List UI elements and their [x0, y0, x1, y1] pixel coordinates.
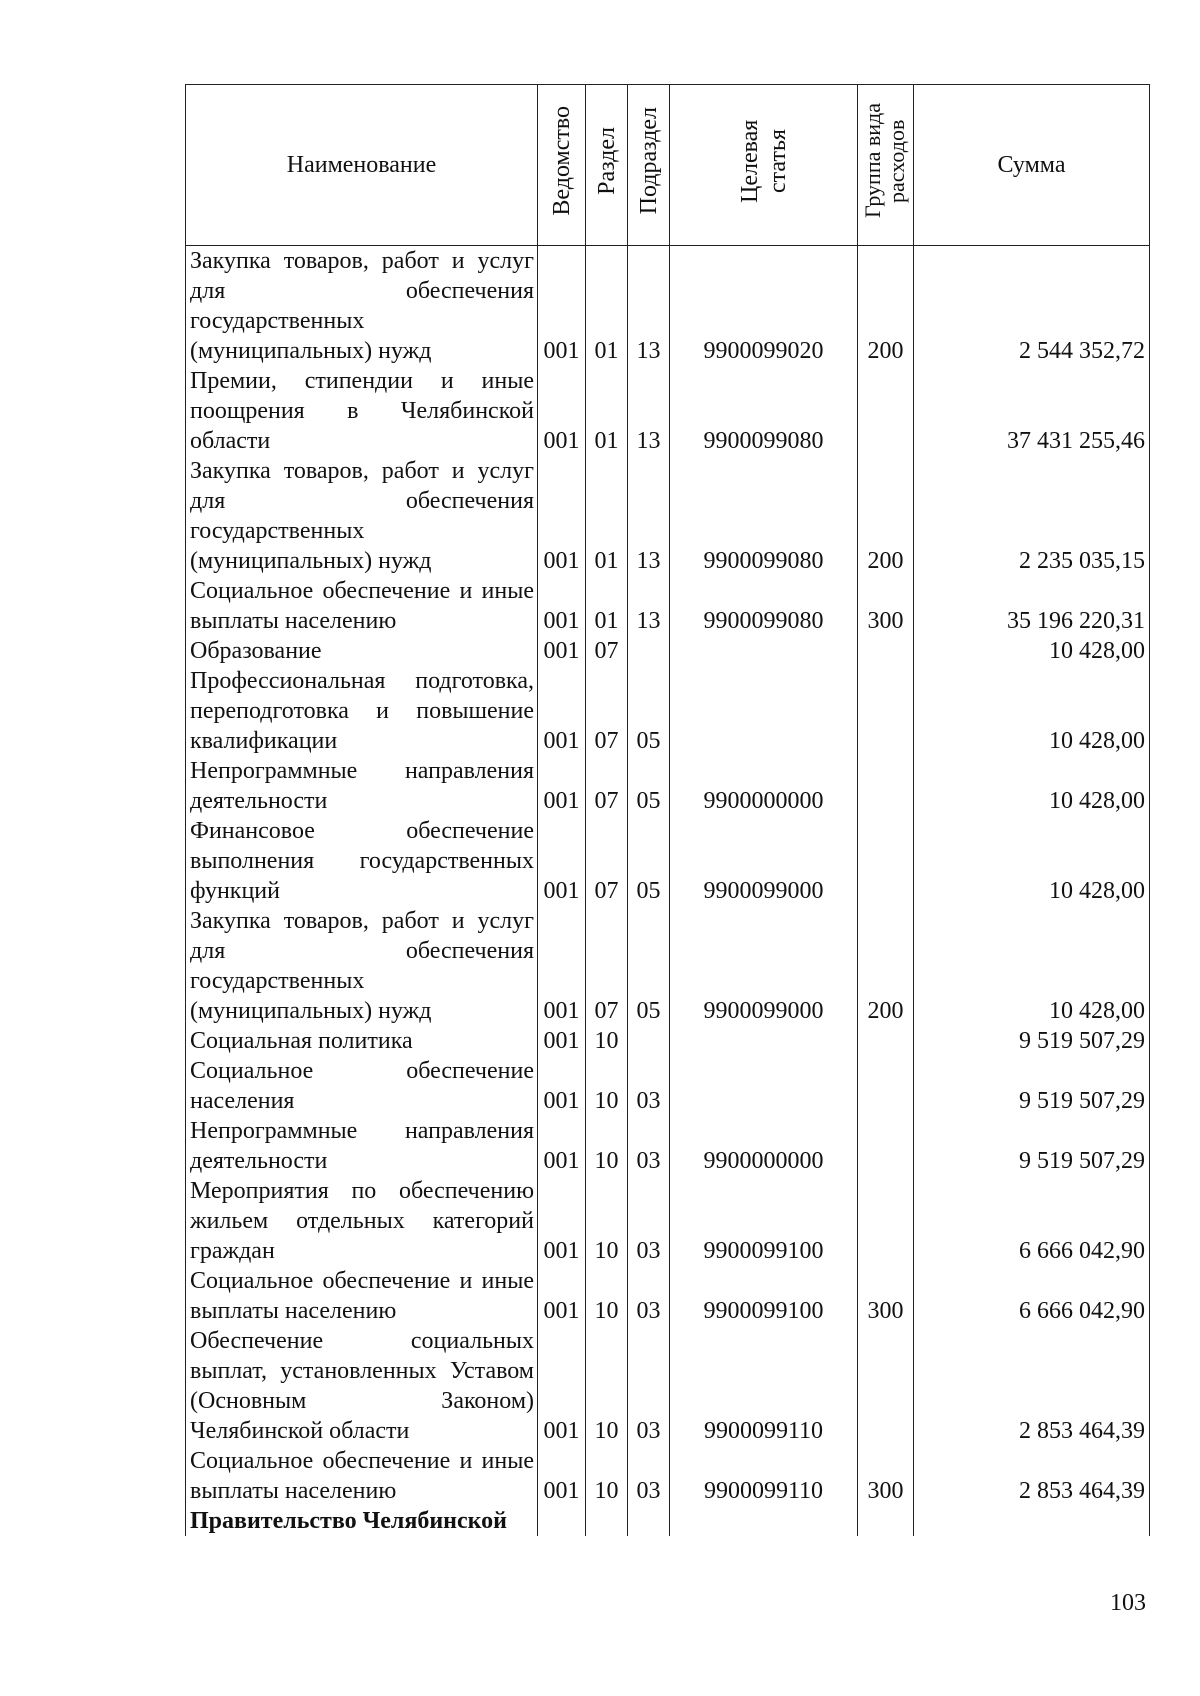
header-name: Наименование — [186, 85, 538, 246]
table-row — [186, 1326, 1150, 1446]
cell-ved: 001 — [538, 636, 586, 666]
cell-name: Мероприятия по обеспечению жильем отдельных категорий граждан — [186, 1176, 538, 1266]
table-row — [186, 906, 1150, 1026]
cell-cel: 9900000000 — [670, 756, 858, 816]
cell-name: Социальное обеспечение и иные выплаты населению — [186, 1266, 538, 1326]
cell-raz: 07 — [586, 906, 628, 1026]
cell-grp — [858, 756, 914, 816]
table-row — [186, 1446, 1150, 1506]
cell-grp — [858, 1026, 914, 1056]
cell-cel: 9900099000 — [670, 906, 858, 1026]
cell-raz: 07 — [586, 756, 628, 816]
cell-sum: 35 196 220,31 — [914, 576, 1150, 636]
table-row — [186, 576, 1150, 636]
cell-sum: 10 428,00 — [914, 906, 1150, 1026]
cell-name: Закупка товаров, работ и услуг для обеспечения государственных (муниципальных) нужд — [186, 246, 538, 367]
cell-grp: 200 — [858, 246, 914, 367]
cell-sum: 10 428,00 — [914, 756, 1150, 816]
cell-raz: 10 — [586, 1116, 628, 1176]
cell-pod: 05 — [628, 816, 670, 906]
table-row — [186, 756, 1150, 816]
cell-sum: 9 519 507,29 — [914, 1056, 1150, 1116]
cell-raz: 10 — [586, 1266, 628, 1326]
cell-sum: 2 853 464,39 — [914, 1446, 1150, 1506]
cell-raz: 10 — [586, 1176, 628, 1266]
cell-ved: 001 — [538, 1176, 586, 1266]
cell-ved: 001 — [538, 1026, 586, 1056]
cell-sum: 10 428,00 — [914, 666, 1150, 756]
cell-grp: 200 — [858, 906, 914, 1026]
cell-raz: 10 — [586, 1446, 628, 1506]
cell-grp — [858, 1116, 914, 1176]
table-row — [186, 1266, 1150, 1326]
cell-cel: 9900099080 — [670, 456, 858, 576]
page-number: 103 — [1110, 1590, 1146, 1616]
cell-ved: 001 — [538, 1116, 586, 1176]
cell-raz: 10 — [586, 1056, 628, 1116]
cell-grp — [858, 636, 914, 666]
cell-grp: 300 — [858, 1446, 914, 1506]
cell-pod: 13 — [628, 366, 670, 456]
cell-grp: 300 — [858, 1266, 914, 1326]
cell-name: Закупка товаров, работ и услуг для обеспечения государственных (муниципальных) нужд — [186, 456, 538, 576]
table-row — [186, 246, 1150, 367]
table-row — [186, 1116, 1150, 1176]
cell-ved: 001 — [538, 1446, 586, 1506]
table-row — [186, 636, 1150, 666]
cell-name: Профессиональная подготовка, переподготовка и повышение квалификации — [186, 666, 538, 756]
cell-cel: 9900099020 — [670, 246, 858, 367]
table-row — [186, 666, 1150, 756]
cell-sum: 2 544 352,72 — [914, 246, 1150, 367]
header-celevaya: Целевая статья — [670, 85, 858, 246]
cell-grp — [858, 1506, 914, 1536]
budget-table — [185, 84, 1150, 1536]
cell-name: Правительство Челябинской — [186, 1506, 538, 1536]
cell-sum: 9 519 507,29 — [914, 1026, 1150, 1056]
cell-ved: 001 — [538, 456, 586, 576]
cell-raz: 01 — [586, 456, 628, 576]
cell-pod: 05 — [628, 666, 670, 756]
table-row — [186, 1176, 1150, 1266]
header-vedomstvo: Ведомство — [538, 85, 586, 246]
cell-cel — [670, 1506, 858, 1536]
cell-sum: 10 428,00 — [914, 636, 1150, 666]
cell-grp — [858, 816, 914, 906]
cell-pod: 03 — [628, 1326, 670, 1446]
cell-pod: 03 — [628, 1446, 670, 1506]
cell-raz: 10 — [586, 1026, 628, 1056]
cell-name: Социальное обеспечение и иные выплаты населению — [186, 576, 538, 636]
cell-cel: 9900099100 — [670, 1266, 858, 1326]
cell-name: Премии, стипендии и иные поощрения в Челябинской области — [186, 366, 538, 456]
table-row — [186, 456, 1150, 576]
cell-name: Непрограммные направления деятельности — [186, 1116, 538, 1176]
cell-sum: 9 519 507,29 — [914, 1116, 1150, 1176]
cell-name: Обеспечение социальных выплат, установленных Уставом (Основным Законом) Челябинской области — [186, 1326, 538, 1446]
cell-cel: 9900000000 — [670, 1116, 858, 1176]
cell-name: Непрограммные направления деятельности — [186, 756, 538, 816]
header-razdel: Раздел — [586, 85, 628, 246]
cell-pod: 03 — [628, 1056, 670, 1116]
cell-cel: 9900099000 — [670, 816, 858, 906]
cell-sum: 2 853 464,39 — [914, 1326, 1150, 1446]
cell-pod: 03 — [628, 1176, 670, 1266]
cell-name: Социальная политика — [186, 1026, 538, 1056]
cell-sum: 2 235 035,15 — [914, 456, 1150, 576]
cell-sum — [914, 1506, 1150, 1536]
table-body — [186, 246, 1150, 1537]
cell-sum: 6 666 042,90 — [914, 1176, 1150, 1266]
cell-name: Образование — [186, 636, 538, 666]
cell-name: Финансовое обеспечение выполнения государственных функций — [186, 816, 538, 906]
cell-ved: 001 — [538, 576, 586, 636]
cell-grp — [858, 1176, 914, 1266]
cell-grp — [858, 666, 914, 756]
cell-cel — [670, 1026, 858, 1056]
cell-ved: 001 — [538, 1326, 586, 1446]
cell-sum: 10 428,00 — [914, 816, 1150, 906]
cell-pod — [628, 1506, 670, 1536]
cell-cel — [670, 636, 858, 666]
cell-name: Социальное обеспечение и иные выплаты населению — [186, 1446, 538, 1506]
cell-pod: 13 — [628, 456, 670, 576]
cell-pod: 05 — [628, 906, 670, 1026]
cell-pod — [628, 636, 670, 666]
cell-raz: 07 — [586, 666, 628, 756]
cell-pod: 13 — [628, 246, 670, 367]
header-summa: Сумма — [914, 85, 1150, 246]
cell-grp: 200 — [858, 456, 914, 576]
cell-pod: 03 — [628, 1266, 670, 1326]
cell-ved: 001 — [538, 1056, 586, 1116]
cell-cel: 9900099100 — [670, 1176, 858, 1266]
table-header — [186, 85, 1150, 246]
cell-raz: 01 — [586, 366, 628, 456]
cell-raz: 07 — [586, 816, 628, 906]
cell-cel — [670, 1056, 858, 1116]
cell-ved — [538, 1506, 586, 1536]
cell-ved: 001 — [538, 816, 586, 906]
cell-ved: 001 — [538, 1266, 586, 1326]
cell-raz: 10 — [586, 1326, 628, 1446]
cell-grp: 300 — [858, 576, 914, 636]
cell-raz — [586, 1506, 628, 1536]
cell-raz: 01 — [586, 576, 628, 636]
cell-pod: 05 — [628, 756, 670, 816]
table-row — [186, 1026, 1150, 1056]
header-gruppa: Группа вида расходов — [858, 85, 914, 246]
cell-cel: 9900099110 — [670, 1446, 858, 1506]
cell-pod: 03 — [628, 1116, 670, 1176]
table-row — [186, 366, 1150, 456]
cell-grp — [858, 1056, 914, 1116]
cell-ved: 001 — [538, 756, 586, 816]
cell-pod — [628, 1026, 670, 1056]
cell-ved: 001 — [538, 906, 586, 1026]
cell-cel: 9900099080 — [670, 576, 858, 636]
cell-raz: 07 — [586, 636, 628, 666]
cell-ved: 001 — [538, 246, 586, 367]
cell-cel: 9900099110 — [670, 1326, 858, 1446]
header-podrazdel: Подраздел — [628, 85, 670, 246]
cell-sum: 6 666 042,90 — [914, 1266, 1150, 1326]
table-row — [186, 1506, 1150, 1536]
cell-grp — [858, 366, 914, 456]
table-row — [186, 816, 1150, 906]
cell-cel — [670, 666, 858, 756]
cell-ved: 001 — [538, 666, 586, 756]
table-row — [186, 1056, 1150, 1116]
cell-raz: 01 — [586, 246, 628, 367]
cell-ved: 001 — [538, 366, 586, 456]
cell-grp — [858, 1326, 914, 1446]
cell-cel: 9900099080 — [670, 366, 858, 456]
cell-name: Социальное обеспечение населения — [186, 1056, 538, 1116]
cell-pod: 13 — [628, 576, 670, 636]
cell-sum: 37 431 255,46 — [914, 366, 1150, 456]
cell-name: Закупка товаров, работ и услуг для обеспечения государственных (муниципальных) нужд — [186, 906, 538, 1026]
